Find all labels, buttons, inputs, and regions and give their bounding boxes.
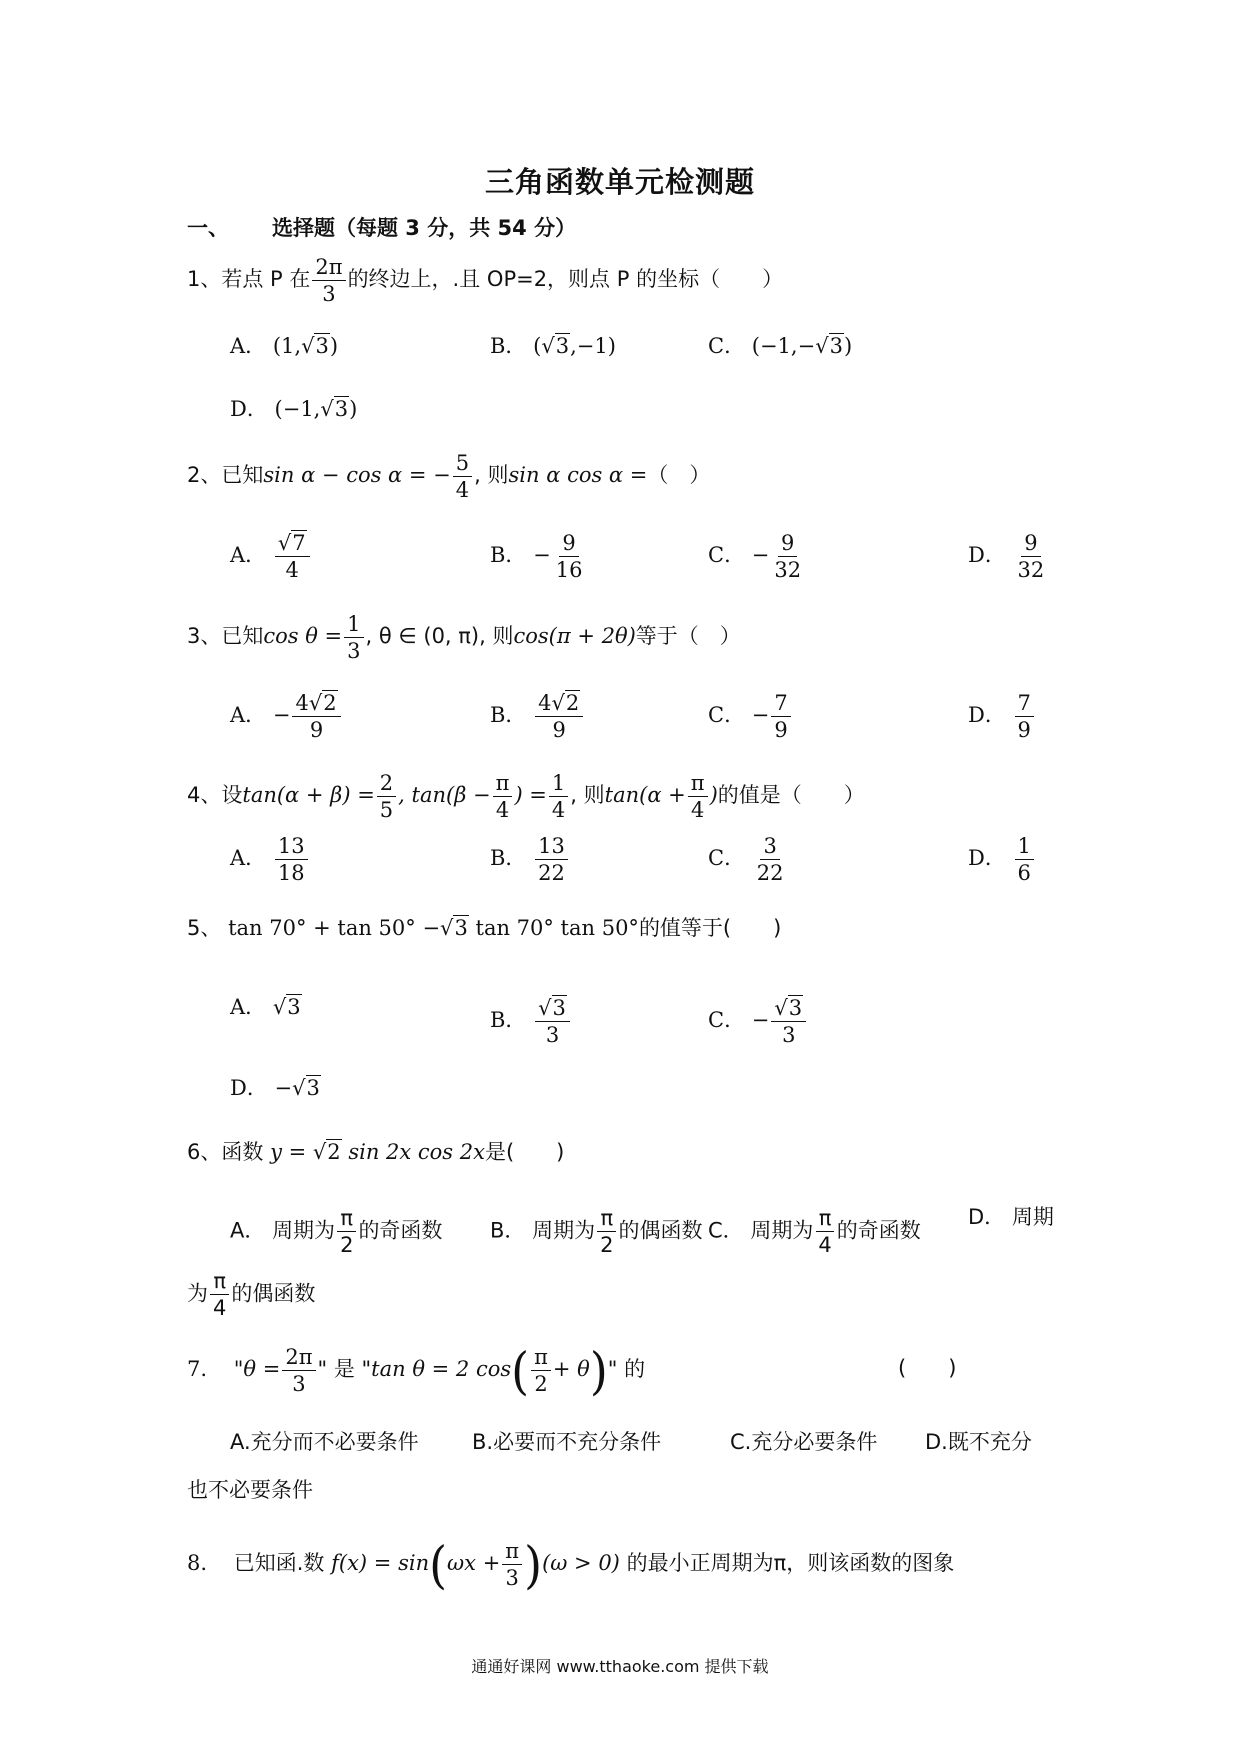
q5-radicand: 3 bbox=[454, 916, 468, 940]
q4-expr-2: , tan(β − bbox=[398, 783, 491, 808]
q5-c-num: √3 bbox=[771, 997, 806, 1022]
q3-a-coef: 4 bbox=[295, 691, 309, 715]
q4-f2-num: π bbox=[493, 772, 513, 797]
q6-expr-1: y = bbox=[270, 1140, 307, 1164]
q4-f3-den: 4 bbox=[551, 798, 566, 823]
q8-expr-3: (ω > 0) bbox=[542, 1551, 620, 1576]
q7-answer-blank: ( ) bbox=[898, 1356, 957, 1380]
q6-d-post: 的偶函数 bbox=[231, 1281, 316, 1306]
q4-d-label: D． bbox=[968, 846, 1006, 871]
q4-f1-num: 2 bbox=[377, 772, 396, 797]
q2-option-a bbox=[230, 532, 312, 581]
q3-c-label: C． bbox=[708, 703, 746, 728]
q3-b-den: 9 bbox=[552, 718, 566, 743]
q1-a-radicand: 3 bbox=[315, 334, 329, 358]
q2-expression-2: sin α cos α = bbox=[508, 463, 648, 488]
q8-right-paren: ) bbox=[524, 1534, 543, 1595]
q2-c-fraction bbox=[771, 532, 804, 581]
q6-a-pre: 周期为 bbox=[272, 1218, 336, 1243]
question-6: 6、函数 y = √2 sin 2x cos 2x是( ) bbox=[187, 1140, 565, 1164]
q5-c-sign: − bbox=[751, 1008, 770, 1033]
q4-text-mid: , 则 bbox=[570, 783, 605, 808]
q1-number: 1、 bbox=[187, 267, 222, 292]
q3-text-pre: 已知 bbox=[221, 624, 264, 649]
q1-text-post: 的终边上，.且 OP=2，则点 P 的坐标（ ） bbox=[347, 267, 784, 292]
question-7 bbox=[187, 1340, 646, 1401]
q3-a-num: 4√2 bbox=[292, 692, 340, 717]
q6-a-label: A． bbox=[230, 1218, 266, 1243]
q6-d-pre: 周期 bbox=[1011, 1205, 1054, 1229]
q1-a-pre: (1, bbox=[272, 334, 302, 358]
q2-b-sign: − bbox=[533, 543, 551, 568]
q6-option-c bbox=[708, 1207, 921, 1256]
q1-option-c: C． (−1,−√3) bbox=[708, 334, 853, 358]
q6-a-num: π bbox=[337, 1207, 356, 1232]
q2-c-label: C． bbox=[708, 543, 746, 568]
q1-a-label: A． bbox=[230, 334, 267, 358]
q7-option-d bbox=[925, 1432, 1032, 1453]
q2-a-den: 4 bbox=[285, 558, 299, 583]
q1-d-pre: (−1, bbox=[274, 397, 321, 421]
q3-frac-den: 3 bbox=[347, 639, 361, 664]
q6-c-den: 4 bbox=[818, 1233, 832, 1258]
q3-b-num: 4√2 bbox=[535, 692, 583, 717]
q4-b-num: 13 bbox=[535, 835, 568, 860]
q6-c-post: 的奇函数 bbox=[836, 1218, 921, 1243]
page-title: 三角函数单元检测题 bbox=[484, 165, 755, 199]
q7-expr-1: tan θ = 2 cos bbox=[371, 1357, 512, 1382]
q4-a-label: A． bbox=[230, 846, 267, 871]
q1-c-post: ) bbox=[843, 334, 853, 358]
q6-b-label: B． bbox=[490, 1218, 526, 1243]
q5-a-radicand: 3 bbox=[287, 995, 301, 1019]
q1-c-label: C． bbox=[708, 334, 746, 358]
q2-a-num: √7 bbox=[275, 532, 310, 557]
q6-a-post: 的奇函数 bbox=[358, 1218, 443, 1243]
q2-c-sign: − bbox=[751, 543, 770, 568]
question-4 bbox=[187, 772, 865, 821]
q4-option-b bbox=[490, 835, 570, 884]
q3-expression-2: cos(π + 2θ) bbox=[513, 624, 636, 649]
q6-text-pre: 函数 bbox=[221, 1140, 264, 1164]
q3-a-radicand: 2 bbox=[323, 691, 337, 715]
q2-text-mid: , 则 bbox=[474, 463, 509, 488]
q2-c-den: 32 bbox=[774, 558, 802, 583]
q1-frac-den: 3 bbox=[322, 282, 336, 307]
q1-d-label: D． bbox=[230, 397, 268, 421]
q2-frac-num: 5 bbox=[453, 452, 472, 477]
q3-a-fraction bbox=[292, 692, 340, 741]
q7-d-text: 既不充分 bbox=[947, 1430, 1032, 1454]
question-2 bbox=[187, 452, 710, 501]
q5-b-fraction bbox=[535, 997, 570, 1046]
q6-a-den: 2 bbox=[340, 1233, 354, 1258]
question-1 bbox=[187, 256, 783, 305]
q1-option-d: D． (−1,√3) bbox=[230, 397, 358, 421]
q6-text-post: 是( ) bbox=[484, 1140, 565, 1164]
q7-a-text: 充分而不必要条件 bbox=[250, 1430, 419, 1454]
q1-d-radicand: 3 bbox=[334, 397, 349, 421]
q4-option-c bbox=[708, 835, 789, 884]
q5-number: 5、 bbox=[187, 916, 222, 940]
q3-d-den: 9 bbox=[1017, 718, 1031, 743]
q6-expr-2: sin 2x cos 2x bbox=[348, 1140, 485, 1164]
q4-c-label: C． bbox=[708, 846, 746, 871]
q2-fraction bbox=[453, 452, 472, 501]
q5-expr-2: tan 70° tan 50° bbox=[475, 916, 639, 940]
q4-option-d bbox=[968, 835, 1036, 884]
q3-d-fraction bbox=[1015, 692, 1034, 741]
q3-option-d bbox=[968, 692, 1036, 741]
q1-fraction bbox=[312, 256, 345, 305]
q5-a-label: A． bbox=[230, 995, 267, 1019]
q1-b-radicand: 3 bbox=[555, 334, 570, 358]
q7-left-paren: ( bbox=[511, 1340, 530, 1401]
q6-c-num: π bbox=[816, 1207, 835, 1232]
q4-a-fraction bbox=[275, 835, 308, 884]
q6-d-pre2: 为 bbox=[187, 1281, 208, 1306]
q7-quote-1: "θ = bbox=[233, 1357, 281, 1382]
q2-option-c bbox=[708, 532, 806, 581]
q1-text-pre: 若点 P 在 bbox=[221, 267, 311, 292]
q2-d-label: D． bbox=[968, 543, 1006, 568]
q1-d-post: ) bbox=[349, 397, 358, 421]
q3-a-sign: − bbox=[272, 703, 291, 728]
q7-b-text: 必要而不充分条件 bbox=[493, 1430, 662, 1454]
q4-c-den: 22 bbox=[756, 861, 784, 886]
q1-c-radicand: 3 bbox=[829, 334, 843, 358]
q1-frac-num: 2π bbox=[312, 256, 345, 281]
q5-text-post: 的值等于( ) bbox=[638, 916, 782, 940]
q5-option-b bbox=[490, 997, 572, 1046]
q6-option-d-cont bbox=[187, 1270, 315, 1319]
q2-a-label: A． bbox=[230, 543, 267, 568]
q6-c-label: C． bbox=[708, 1218, 744, 1243]
q5-c-label: C． bbox=[708, 1008, 746, 1033]
q5-d-label: D． bbox=[230, 1076, 268, 1100]
q6-b-num: π bbox=[597, 1207, 616, 1232]
q4-b-den: 22 bbox=[538, 861, 565, 886]
q3-b-label: B． bbox=[490, 703, 527, 728]
q4-text-post: 的值是（ ） bbox=[717, 783, 865, 808]
q3-b-coef: 4 bbox=[538, 691, 552, 715]
q3-option-c bbox=[708, 692, 793, 741]
q8-fraction bbox=[502, 1540, 522, 1589]
q4-expr-6: ) bbox=[709, 783, 718, 808]
q4-expr-1: tan(α + β) = bbox=[242, 783, 375, 808]
q8-expr-2: ωx + bbox=[447, 1551, 501, 1576]
q5-c-radicand: 3 bbox=[788, 996, 803, 1020]
q3-fraction bbox=[344, 613, 363, 662]
q2-a-fraction bbox=[275, 532, 310, 581]
q2-d-fraction bbox=[1015, 532, 1048, 581]
q4-f4-den: 4 bbox=[691, 798, 705, 823]
q4-f3-num: 1 bbox=[549, 772, 568, 797]
q6-c-fraction bbox=[815, 1207, 834, 1256]
q5-d-radicand: 3 bbox=[306, 1076, 320, 1100]
q3-c-num: 7 bbox=[771, 692, 790, 717]
q6-c-pre: 周期为 bbox=[750, 1218, 814, 1243]
q5-option-d: D． −√3 bbox=[230, 1076, 320, 1100]
q2-number: 2、 bbox=[187, 463, 222, 488]
q3-frac-num: 1 bbox=[344, 613, 363, 638]
q6-number: 6、 bbox=[187, 1140, 222, 1164]
q2-c-num: 9 bbox=[778, 532, 797, 557]
q3-c-fraction bbox=[771, 692, 790, 741]
q4-number: 4、 bbox=[187, 783, 222, 808]
q6-option-d bbox=[968, 1207, 1054, 1228]
q6-b-post: 的偶函数 bbox=[618, 1218, 703, 1243]
q2-text-pre: 已知 bbox=[221, 463, 264, 488]
q6-d-fraction bbox=[210, 1270, 229, 1319]
q2-d-num: 9 bbox=[1021, 532, 1040, 557]
q3-d-num: 7 bbox=[1015, 692, 1034, 717]
q2-b-num: 9 bbox=[559, 532, 578, 557]
q2-text-post: （ ） bbox=[647, 463, 711, 488]
q2-expression: sin α − cos α = − bbox=[263, 463, 451, 488]
q2-b-den: 16 bbox=[555, 558, 583, 583]
q2-b-label: B． bbox=[490, 543, 527, 568]
q3-option-b bbox=[490, 692, 585, 741]
q8-text-pre: 已知函.数 bbox=[233, 1551, 325, 1576]
q7-a-label: A. bbox=[230, 1430, 251, 1454]
q4-expr-5: tan(α + bbox=[604, 783, 686, 808]
q4-a-num: 13 bbox=[275, 835, 308, 860]
q2-b-fraction bbox=[553, 532, 586, 581]
q6-option-a bbox=[230, 1207, 442, 1256]
q5-b-den: 3 bbox=[545, 1023, 560, 1048]
q5-b-num: √3 bbox=[535, 997, 570, 1022]
section-number: 一、 bbox=[187, 216, 229, 240]
q6-d-num: π bbox=[210, 1270, 229, 1295]
q6-b-den: 2 bbox=[600, 1233, 614, 1258]
q4-d-fraction bbox=[1015, 835, 1034, 884]
q1-option-b: B． (√3,−1) bbox=[490, 334, 616, 358]
q7-c-label: C. bbox=[730, 1430, 752, 1454]
q4-b-label: B． bbox=[490, 846, 527, 871]
q1-a-post: ) bbox=[329, 334, 339, 358]
q3-text-mid: , θ ∈ (0, π), 则 bbox=[365, 624, 514, 649]
q7-fraction-1 bbox=[282, 1346, 315, 1395]
q5-option-a: A． √3 bbox=[230, 995, 301, 1019]
q5-c-fraction bbox=[771, 997, 806, 1046]
q7-fraction-2 bbox=[531, 1346, 551, 1395]
q5-expr-1: tan 70° + tan 50° − bbox=[228, 916, 441, 940]
q4-f4-num: π bbox=[688, 772, 708, 797]
q7-f2-den: 2 bbox=[534, 1372, 548, 1397]
q4-fraction-2 bbox=[493, 772, 513, 821]
q2-d-den: 32 bbox=[1017, 558, 1045, 583]
q6-b-fraction bbox=[597, 1207, 616, 1256]
q3-option-a bbox=[230, 692, 343, 741]
q7-d-label: D. bbox=[925, 1430, 948, 1454]
q1-b-post: ,−1) bbox=[570, 334, 616, 358]
q3-number: 3、 bbox=[187, 624, 222, 649]
q5-c-den: 3 bbox=[782, 1023, 796, 1048]
q8-number: 8. bbox=[187, 1551, 208, 1576]
q4-fraction-3 bbox=[549, 772, 568, 821]
q4-a-den: 18 bbox=[277, 861, 305, 886]
q3-b-fraction bbox=[535, 692, 583, 741]
q8-frac-num: π bbox=[502, 1540, 522, 1565]
q1-option-a: A． (1,√3) bbox=[230, 334, 339, 358]
q4-fraction-4 bbox=[688, 772, 708, 821]
q2-option-d bbox=[968, 532, 1049, 581]
q4-fraction-1 bbox=[377, 772, 396, 821]
q2-frac-den: 4 bbox=[455, 478, 470, 503]
question-5: 5、 tan 70° + tan 50° −√3 tan 70° tan 50°的值等于( ) bbox=[187, 916, 782, 940]
q7-quote-3: " 的 bbox=[607, 1357, 646, 1382]
q5-b-label: B． bbox=[490, 1008, 527, 1033]
q4-b-fraction bbox=[535, 835, 568, 884]
question-8 bbox=[187, 1534, 955, 1595]
section-heading: 选择题（每题 3 分，共 54 分） bbox=[272, 216, 577, 240]
q3-expression: cos θ = bbox=[263, 624, 343, 649]
q6-a-fraction bbox=[337, 1207, 356, 1256]
q4-f2-den: 4 bbox=[495, 798, 510, 823]
q2-a-radicand: 7 bbox=[292, 531, 306, 555]
q8-text-post: 的最小正周期为π，则该函数的图象 bbox=[626, 1551, 955, 1576]
q4-d-den: 6 bbox=[1017, 861, 1031, 886]
q2-option-b bbox=[490, 532, 587, 581]
q7-quote-2: " 是 " bbox=[317, 1357, 372, 1382]
q5-d-sign: − bbox=[274, 1076, 293, 1100]
question-3 bbox=[187, 613, 741, 662]
page-footer: 通通好课网 www.tthaoke.com 提供下载 bbox=[471, 1657, 769, 1676]
q5-option-c bbox=[708, 997, 808, 1046]
q6-radicand: 2 bbox=[327, 1140, 341, 1164]
q8-left-paren: ( bbox=[429, 1534, 448, 1595]
q3-c-den: 9 bbox=[774, 718, 788, 743]
q4-option-a bbox=[230, 835, 310, 884]
q3-c-sign: − bbox=[751, 703, 770, 728]
q7-b-label: B. bbox=[472, 1430, 494, 1454]
q3-d-label: D． bbox=[968, 703, 1006, 728]
q5-b-radicand: 3 bbox=[552, 996, 566, 1020]
q4-f1-den: 5 bbox=[379, 798, 394, 823]
q3-text-post: 等于（ ） bbox=[635, 624, 741, 649]
q7-expr-2: + θ bbox=[552, 1357, 590, 1382]
q7-option-a bbox=[230, 1432, 419, 1453]
q4-d-num: 1 bbox=[1015, 835, 1034, 860]
q6-b-pre: 周期为 bbox=[532, 1218, 596, 1243]
q1-c-pre: (−1,− bbox=[751, 334, 816, 358]
q4-c-fraction bbox=[754, 835, 787, 884]
q6-d-den: 4 bbox=[213, 1296, 227, 1321]
q7-f2-num: π bbox=[531, 1346, 551, 1371]
q1-b-label: B． bbox=[490, 334, 527, 358]
q6-option-b bbox=[490, 1207, 702, 1256]
q7-option-b bbox=[472, 1432, 661, 1453]
q7-option-d-cont: 也不必要条件 bbox=[187, 1478, 313, 1502]
q3-a-label: A． bbox=[230, 703, 267, 728]
q7-f1-num: 2π bbox=[282, 1346, 315, 1371]
q3-b-radicand: 2 bbox=[565, 691, 580, 715]
q3-a-den: 9 bbox=[309, 718, 324, 743]
q6-d-label: D． bbox=[968, 1205, 1006, 1229]
q8-expr-1: f(x) = sin bbox=[331, 1551, 430, 1576]
q7-right-paren: ) bbox=[589, 1340, 608, 1401]
q7-number: 7. bbox=[187, 1357, 208, 1382]
q4-c-num: 3 bbox=[760, 835, 779, 860]
q7-f1-den: 3 bbox=[292, 1372, 306, 1397]
q4-text-pre: 设 bbox=[221, 783, 243, 808]
q1-b-pre: ( bbox=[533, 334, 542, 358]
q7-c-text: 充分必要条件 bbox=[751, 1430, 878, 1454]
q8-frac-den: 3 bbox=[505, 1566, 519, 1591]
q7-option-c bbox=[730, 1432, 877, 1453]
q4-expr-3: ) = bbox=[514, 783, 547, 808]
